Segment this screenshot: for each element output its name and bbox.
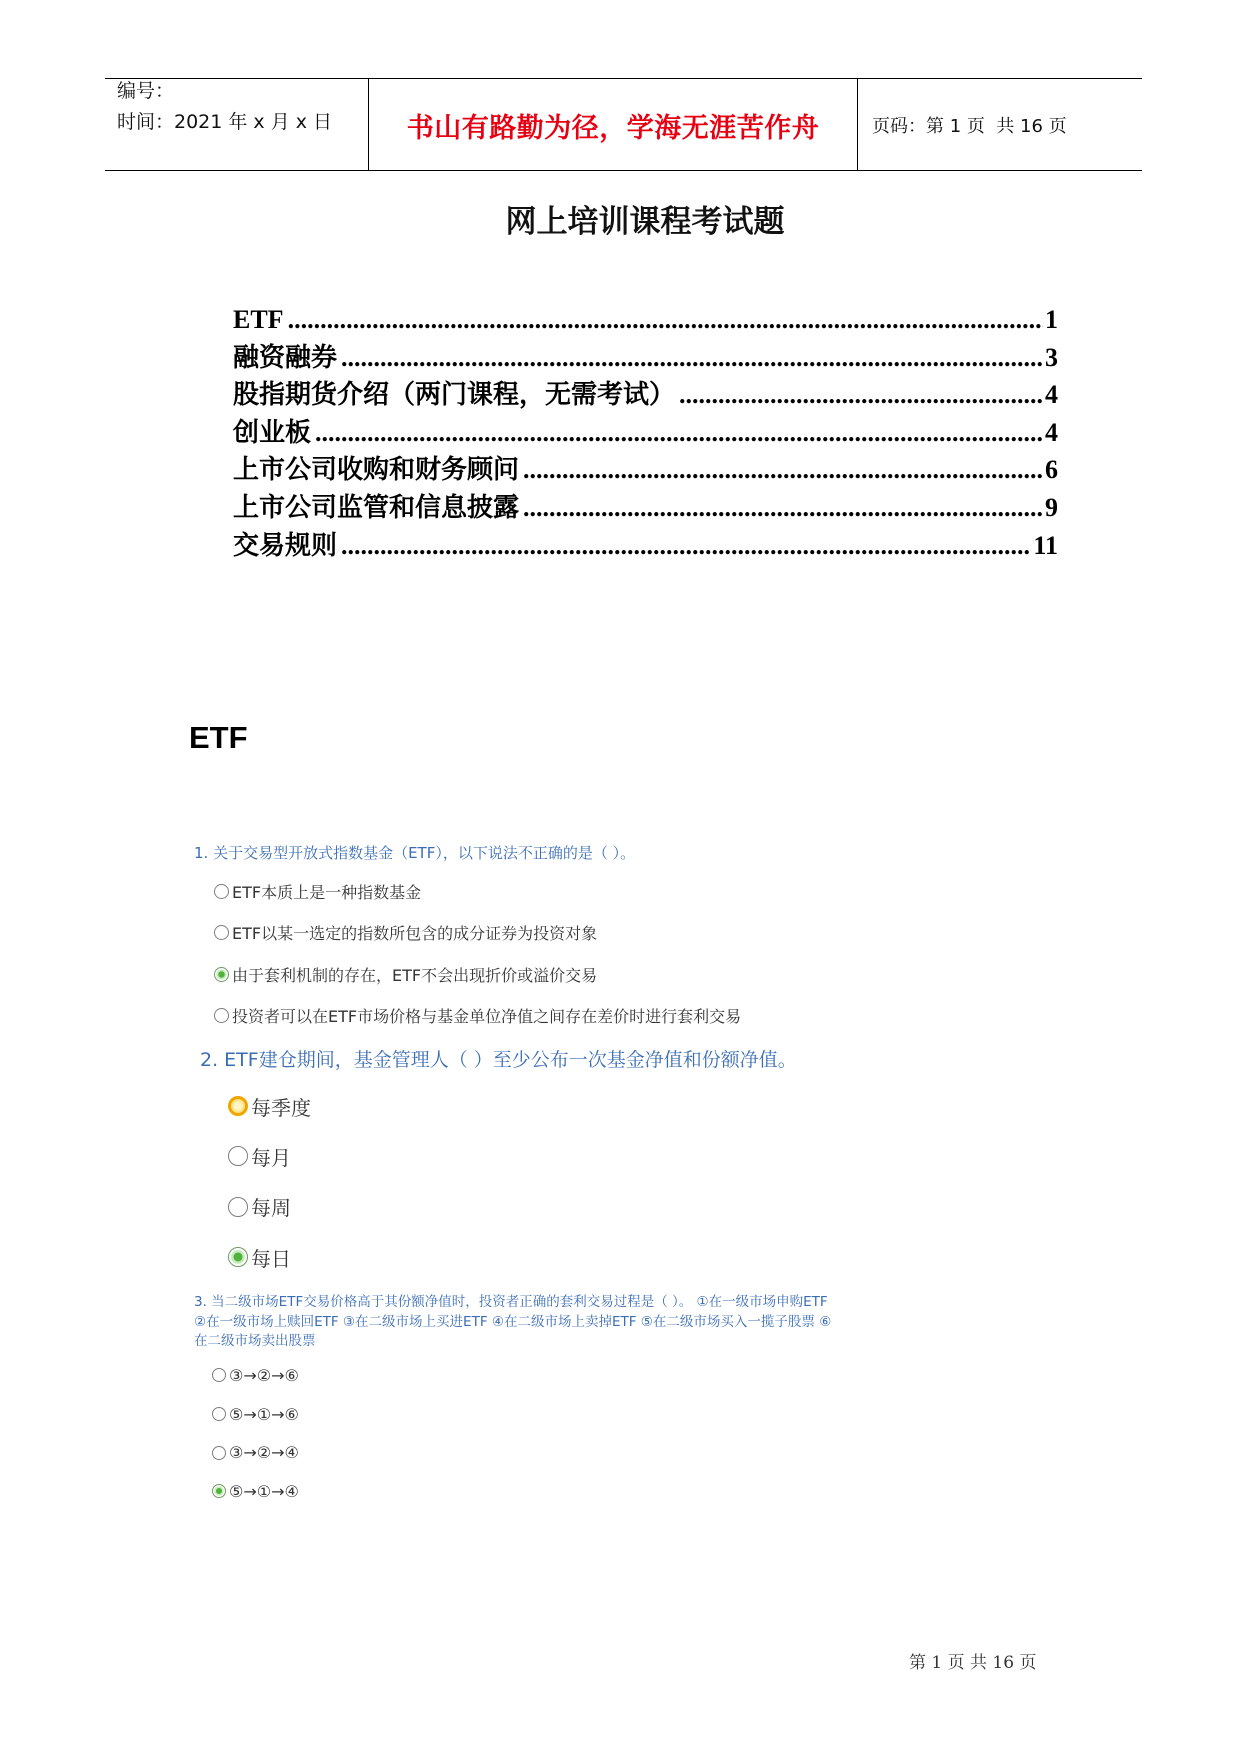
toc-entry[interactable] — [233, 414, 1058, 452]
question-2-options — [228, 1081, 311, 1282]
toc-leader-dots — [315, 414, 1043, 452]
radio-icon — [214, 925, 229, 940]
answer-option — [228, 1081, 311, 1131]
toc-entry-label: ETF — [233, 305, 284, 334]
question-3-line: 在二级市场卖出股票 — [194, 1333, 316, 1349]
toc-entry[interactable] — [233, 301, 1058, 339]
toc-entry-label: 融资融券 — [233, 342, 338, 372]
answer-option — [214, 871, 741, 912]
answer-option-label: ⑤→①→⑥ — [229, 1404, 299, 1424]
answer-option — [214, 954, 741, 995]
toc-entry-label: 股指期货介绍（两门课程，无需考试） — [233, 380, 676, 410]
radio-icon — [228, 1146, 248, 1166]
answer-option — [228, 1182, 311, 1232]
answer-option-label: ETF本质上是一种指数基金 — [232, 883, 422, 903]
toc-entry-label: 上市公司收购和财务顾问 — [233, 455, 520, 485]
serial-number-label: 编号： — [117, 80, 175, 102]
toc-leader-dots — [341, 527, 1031, 565]
toc-entry[interactable] — [233, 451, 1058, 489]
header-page-number: 页码：第 1 页 共 16 页 — [872, 116, 1067, 137]
question-1-text: 1. 关于交易型开放式指数基金（ETF），以下说法不正确的是（ ）。 — [194, 844, 636, 862]
answer-option-label: 由于套利机制的存在，ETF不会出现折价或溢价交易 — [232, 965, 598, 985]
toc-entry-page: 3 — [1045, 342, 1058, 372]
toc-leader-dots — [523, 451, 1043, 489]
toc-entry-label: 上市公司监管和信息披露 — [233, 492, 520, 522]
toc-entry-label: 交易规则 — [233, 530, 338, 560]
answer-option — [228, 1131, 311, 1181]
section-heading: ETF — [189, 720, 248, 755]
toc-entry[interactable] — [233, 527, 1058, 565]
toc-entry-page: 6 — [1045, 455, 1058, 485]
radio-icon — [212, 1407, 226, 1421]
radio-icon — [214, 1008, 229, 1023]
motto-text: 书山有路勤为径，学海无涯苦作舟 — [406, 112, 820, 144]
question-3-text — [194, 1293, 831, 1352]
toc-leader-dots — [523, 489, 1043, 527]
question-2-text: 2. ETF建仓期间，基金管理人（ ）至少公布一次基金净值和份额净值。 — [200, 1049, 797, 1071]
toc-entry-page: 4 — [1045, 417, 1058, 447]
toc-entry-label: 创业板 — [233, 417, 312, 447]
date-label: 时间：2021 年 x 月 x 日 — [117, 111, 333, 133]
radio-icon — [212, 1368, 226, 1382]
radio-icon — [214, 967, 229, 982]
answer-option-label: ③→②→⑥ — [229, 1365, 299, 1385]
question-3-line: ②在一级市场上赎回ETF ③在二级市场上买进ETF ④在二级市场上卖掉ETF ⑤在二级市场买入一揽子股票 ⑥ — [194, 1313, 832, 1330]
answer-option-label: 每月 — [251, 1145, 291, 1170]
toc-entry[interactable] — [233, 339, 1058, 377]
answer-option-label: 每周 — [251, 1196, 291, 1221]
answer-option — [214, 912, 741, 953]
answer-option — [212, 1356, 299, 1395]
answer-option — [212, 1433, 299, 1472]
answer-option-label: 投资者可以在ETF市场价格与基金单位净值之间存在差价时进行套利交易 — [232, 1007, 742, 1027]
radio-icon — [228, 1247, 248, 1267]
question-3-line: 3. 当二级市场ETF交易价格高于其份额净值时，投资者正确的套利交易过程是（ ）。 ①在一级市场申购ETF — [194, 1294, 828, 1310]
question-3-options — [212, 1356, 299, 1511]
toc-leader-dots — [679, 376, 1043, 414]
answer-option-label: ③→②→④ — [229, 1443, 299, 1463]
page-title: 网上培训课程考试题 — [505, 204, 785, 239]
toc-leader-dots — [341, 339, 1043, 377]
toc-entry-page: 9 — [1045, 492, 1058, 522]
header-page-cell — [858, 79, 1142, 171]
answer-option-label: ⑤→①→④ — [229, 1481, 299, 1501]
answer-option — [228, 1232, 311, 1282]
answer-option — [212, 1472, 299, 1511]
toc-entry-page: 4 — [1045, 380, 1058, 410]
answer-option-label: ETF以某一选定的指数所包含的成分证券为投资对象 — [232, 924, 598, 944]
radio-icon — [228, 1197, 248, 1217]
toc-leader-dots — [288, 301, 1043, 339]
radio-icon — [228, 1096, 248, 1116]
table-of-contents — [233, 301, 1058, 564]
question-1-options — [214, 871, 741, 1036]
radio-icon — [212, 1446, 226, 1460]
page-footer: 第 1 页 共 16 页 — [909, 1653, 1037, 1673]
header-motto-cell — [369, 79, 858, 171]
answer-option — [214, 995, 741, 1036]
toc-entry-page: 11 — [1033, 530, 1058, 560]
page-header-table — [105, 78, 1142, 171]
toc-entry[interactable] — [233, 376, 1058, 414]
header-meta-cell — [105, 79, 369, 171]
answer-option — [212, 1395, 299, 1434]
radio-icon — [212, 1484, 226, 1498]
answer-option-label: 每日 — [251, 1246, 291, 1271]
toc-entry-page: 1 — [1045, 305, 1058, 334]
answer-option-label: 每季度 — [251, 1095, 311, 1120]
toc-entry[interactable] — [233, 489, 1058, 527]
radio-icon — [214, 884, 229, 899]
